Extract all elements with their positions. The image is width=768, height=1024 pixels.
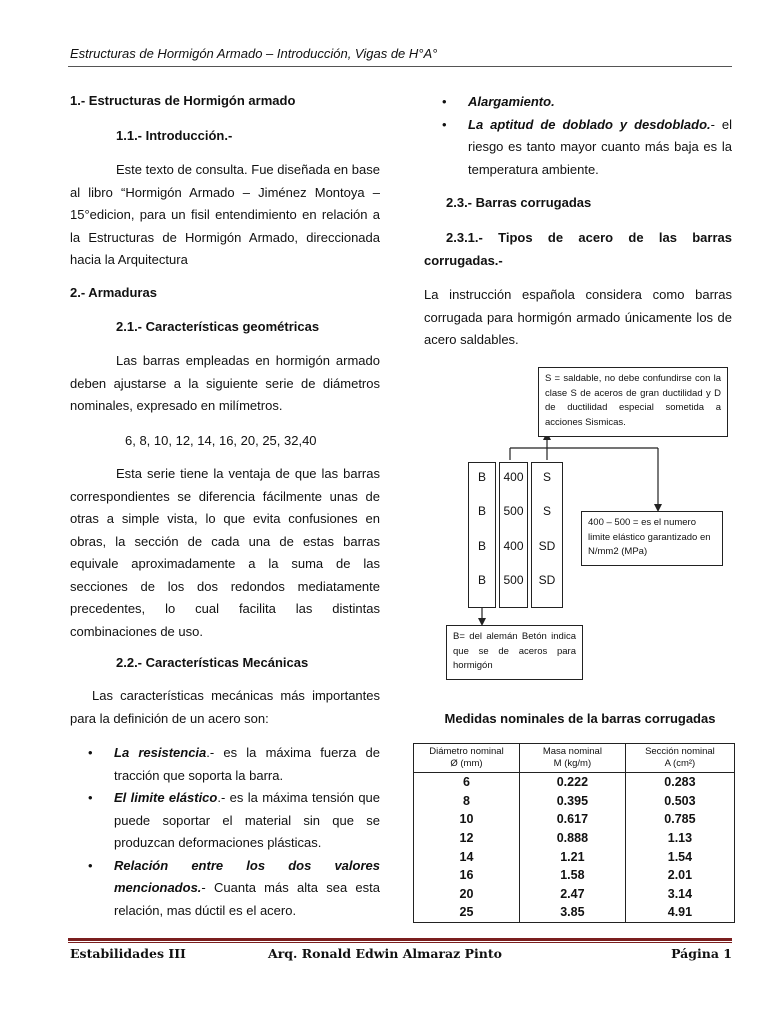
list-item: • Alargamiento. [442,94,555,109]
section-1-1-title: 1.1.- Introducción.- [116,128,233,143]
list-item: • La aptitud de doblado y desdoblado.- el riesgo es tanto mayor cuanto más baja es la temperatura ambiente. [442,116,732,177]
instruction-paragraph: La instrucción española considera como barras corrugada para hormigón armado únicamente los de acero saldables. [424,287,732,347]
code-cell: B [477,504,486,518]
header-divider [68,66,732,67]
column-header-diameter: Diámetro nominal Ø (mm) [414,744,520,773]
code-cell: SD [538,539,556,553]
code-column-b [468,462,496,608]
code-cell: 400 [503,470,524,484]
column-header-mass: Masa nominal M (kg/m) [519,744,625,773]
footer-divider-thick [68,938,732,941]
section-2-1-title: 2.1.- Características geométricas [116,319,320,334]
table-row: 14 1.21 1.54 [414,847,735,866]
code-column-s [531,462,563,608]
footer-divider-thin [68,942,732,943]
section-2-3-1-title: 2.3.1.- Tipos de acero de las barras corrugadas.- [424,230,732,268]
table-row: 16 1.58 2.01 [414,866,735,885]
beton-note: B= del alemán Betón indica que se de aceros para hormigón [446,625,583,680]
list-item: • El limite elástico.- es la máxima tensión que puede soportar el material sin que se produzcan deformaciones plásticas. [88,790,381,850]
table-row: 12 0.888 1.13 [414,829,735,848]
code-cell: B [477,539,486,553]
table-header-row [414,744,735,773]
code-cell: B [477,470,486,484]
list-item: • Relación entre los dos valores mencionados.- Cuanta más alta sea esta relación, mas dúctil es el acero. [88,857,380,918]
table-row: 20 2.47 3.14 [414,885,735,904]
section-2-title: 2.- Armaduras [70,285,157,300]
section-1-title: 1.- Estructuras de Hormigón armado [70,93,296,108]
bar-dimensions-table [413,743,735,923]
geometry-paragraph: Las barras empleadas en hormigón armado deben ajustarse a la siguiente serie de diámetros nominales, expresado en milímetros. [70,353,380,413]
footer-page-number: Página 1 [671,946,732,961]
footer-author: Arq. Ronald Edwin Almaraz Pinto [268,946,502,961]
intro-paragraph: Este texto de consulta. Fue diseñada en base al libro “Hormigón Armado – Jiménez Montoya – 15°edicion, para un fisil entendimiento en relación a la Estructuras de Hormigón Armado, direccionada hacia la Arquitectura [70,162,380,267]
code-cell: S [542,470,551,484]
properties-list-continued [424,91,732,181]
table-title: Medidas nominales de la barras corrugadas [444,711,716,726]
mechanical-paragraph: Las características mecánicas más importantes para la definición de un acero son: [70,688,380,726]
table-row: 25 3.85 4.91 [414,903,735,922]
table-row: 8 0.395 0.503 [414,792,735,811]
code-cell: S [542,504,551,518]
diameter-series: 6, 8, 10, 12, 14, 16, 20, 25, 32,40 [125,433,317,448]
code-cell: 500 [503,573,524,587]
page-header: Estructuras de Hormigón Armado – Introducción, Vigas de H°A° [70,46,438,61]
section-2-3-title: 2.3.- Barras corrugadas [446,195,592,210]
footer-course: Estabilidades III [70,946,186,961]
table-row: 6 0.222 0.283 [414,773,735,792]
mechanical-properties-list [70,742,380,922]
code-cell: 400 [503,539,524,553]
steel-class-note: S = saldable, no debe confundirse con la clase S de aceros de gran ductilidad y D de ductilidad especial sometida a acciones Sismicas. [538,367,728,437]
code-cell: 500 [503,504,524,518]
list-item: • La resistencia.- es la máxima fuerza de tracción que soporta la barra. [88,745,380,783]
code-cell: B [477,573,486,587]
table-row: 10 0.617 0.785 [414,810,735,829]
code-column-strength [499,462,528,608]
series-paragraph: Esta serie tiene la ventaja de que las barras correspondientes se diferencia fácilmente unas de otras a simple vista, lo que evita confusiones en obras, la sección de cada una de estas barras equivale aproximadamente a la suma de las secciones de los dos redondos mediatamente precedentes, lo cual facilita las distintas combinaciones de uso. [70,466,380,639]
yield-strength-note: 400 – 500 = es el numero limite elástico garantizado en N/mm2 (MPa) [581,511,723,566]
column-header-section: Sección nominal A (cm²) [625,744,734,773]
section-2-2-title: 2.2.- Características Mecánicas [116,655,309,670]
code-cell: SD [538,573,556,587]
